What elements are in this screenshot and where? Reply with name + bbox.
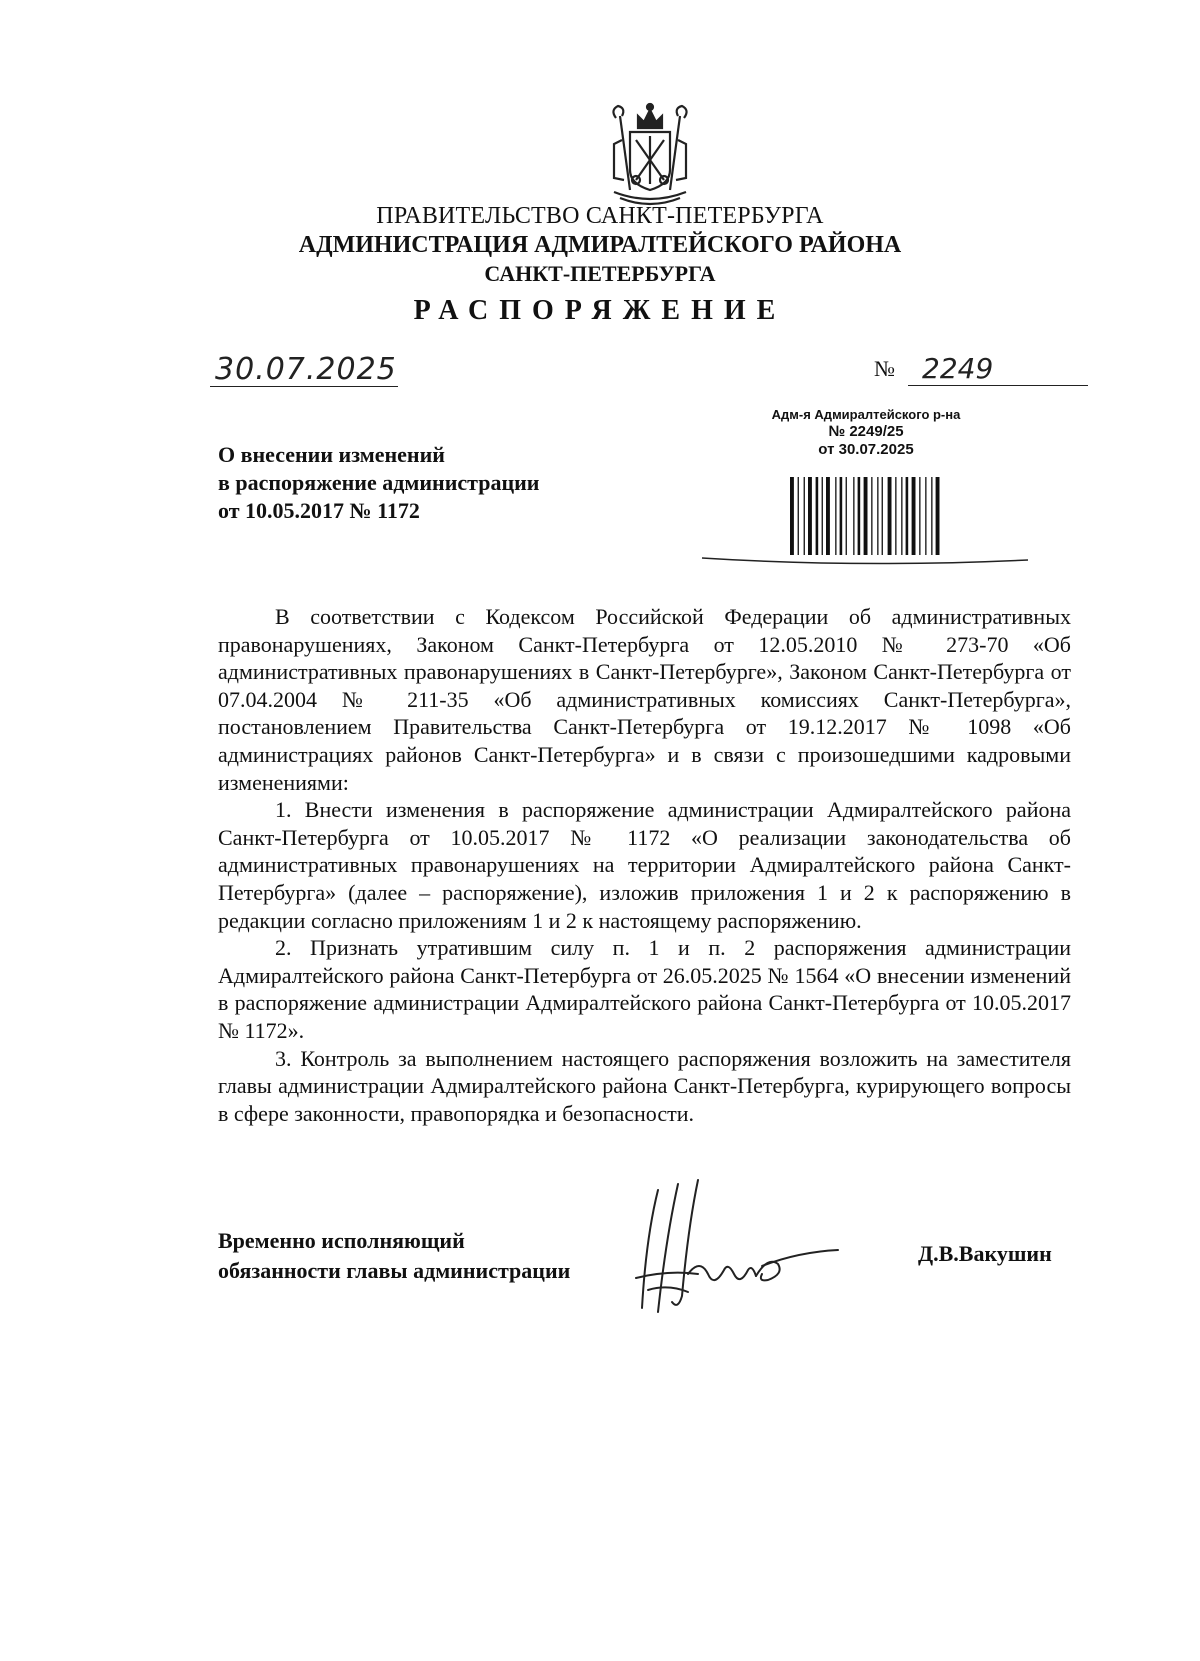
administration-heading: АДМИНИСТРАЦИЯ АДМИРАЛТЕЙСКОГО РАЙОНА [298,232,902,258]
barcode-bar [901,477,902,555]
item-paragraph-3: 3. Контроль за выполнением настоящего распоряжения возложить на заместителя главы администрации Адмиралтейского района Санкт-Петербурга, курирующего вопросы в сфере законности, правопорядка и безопасности. [218,1045,1071,1126]
barcode-bar [895,477,896,555]
signatory-title [218,1226,570,1286]
registration-date: от 30.07.2025 [818,441,914,458]
barcode-bar [853,477,854,555]
signatory-name: Д.В.Вакушин [918,1241,1052,1266]
subject-line: в распоряжение администрации [218,470,540,495]
barcode-bar [931,477,932,555]
number-label: № [874,356,895,381]
barcode-bar [877,477,878,555]
saint-petersburg-coat-of-arms-icon [600,100,700,208]
government-heading: ПРАВИТЕЛЬСТВО САНКТ-ПЕТЕРБУРГА [376,203,824,229]
barcode-bar [925,477,926,555]
handwritten-signature [628,1178,848,1318]
document-type-title: РАСПОРЯЖЕНИЕ [413,295,787,326]
barcode-bar [906,477,909,555]
barcode-bar [822,477,823,555]
barcode-bar [912,477,916,555]
barcode-bar [888,477,892,555]
barcode-bar [826,477,830,555]
document-number: 2249 [922,352,994,385]
city-heading: САНКТ-ПЕТЕРБУРГА [484,261,716,286]
registration-office: Адм-я Адмиралтейского р-на [771,407,961,422]
signatory-title-line: Временно исполняющий [218,1228,465,1253]
barcode-bar [871,477,872,555]
item-paragraph-1: 1. Внести изменения в распоряжение администрации Адмиралтейского района Санкт-Петербурга от 10.05.2017 № 1172 «О реализации законодательства об административных правонарушениях на территории Адмиралтейского района Санкт-Петербурга» (далее – распоряжение), изложив приложения 1 и 2 к распоряжению в редакции согласно приложениям 1 и 2 к настоящему распоряжению. [218,797,1071,933]
barcode-bar [790,477,794,555]
barcode-bar [846,477,847,555]
stamp-underline [700,556,1030,568]
number-underline [908,385,1088,386]
registration-number: № 2249/25 [828,423,904,440]
barcode-icon [788,477,958,557]
barcode-bar [816,477,819,555]
subject-line: О внесении изменений [218,442,445,467]
barcode-bar [882,477,883,555]
signatory-title-line: обязанности главы администрации [218,1258,571,1283]
barcode-bar [835,477,836,555]
barcode-bar [919,477,920,555]
barcode-bar [808,477,812,555]
date-underline [210,386,398,387]
barcode-bar [840,477,843,555]
barcode-bar [858,477,861,555]
item-paragraph-2: 2. Признать утратившим силу п. 1 и п. 2 распоряжения администрации Адмиралтейского района Санкт-Петербурга от 26.05.2025 № 1564 «О внесении изменений в распоряжение администрации Адмиралтейского района Санкт-Петербурга от 10.05.2017 № 1172». [218,935,1071,1043]
subject-line: от 10.05.2017 № 1172 [218,498,420,523]
preamble-paragraph: В соответствии с Кодексом Российской Федерации об административных правонарушениях, Законом Санкт-Петербурга от 12.05.2010 № 273-70 «Об административных правонарушениях в Санкт-Петербурге», Законом Санкт-Петербурга от 07.04.2004 № 211-35 «Об административных комиссиях Санкт-Петербурга», постановлением Правительства Санкт-Петербурга от 19.12.2017 № 1098 «Об администрациях районов Санкт-Петербурга» и в связи с произошедшими кадровыми изменениями: [218,604,1071,795]
document-date: 30.07.2025 [215,352,397,387]
barcode-bar [864,477,868,555]
document-body [218,603,1071,1127]
barcode-bar [804,477,805,555]
registration-stamp [710,406,1022,459]
barcode-bar [936,477,940,555]
barcode-bar [798,477,799,555]
document-subject [218,441,539,525]
